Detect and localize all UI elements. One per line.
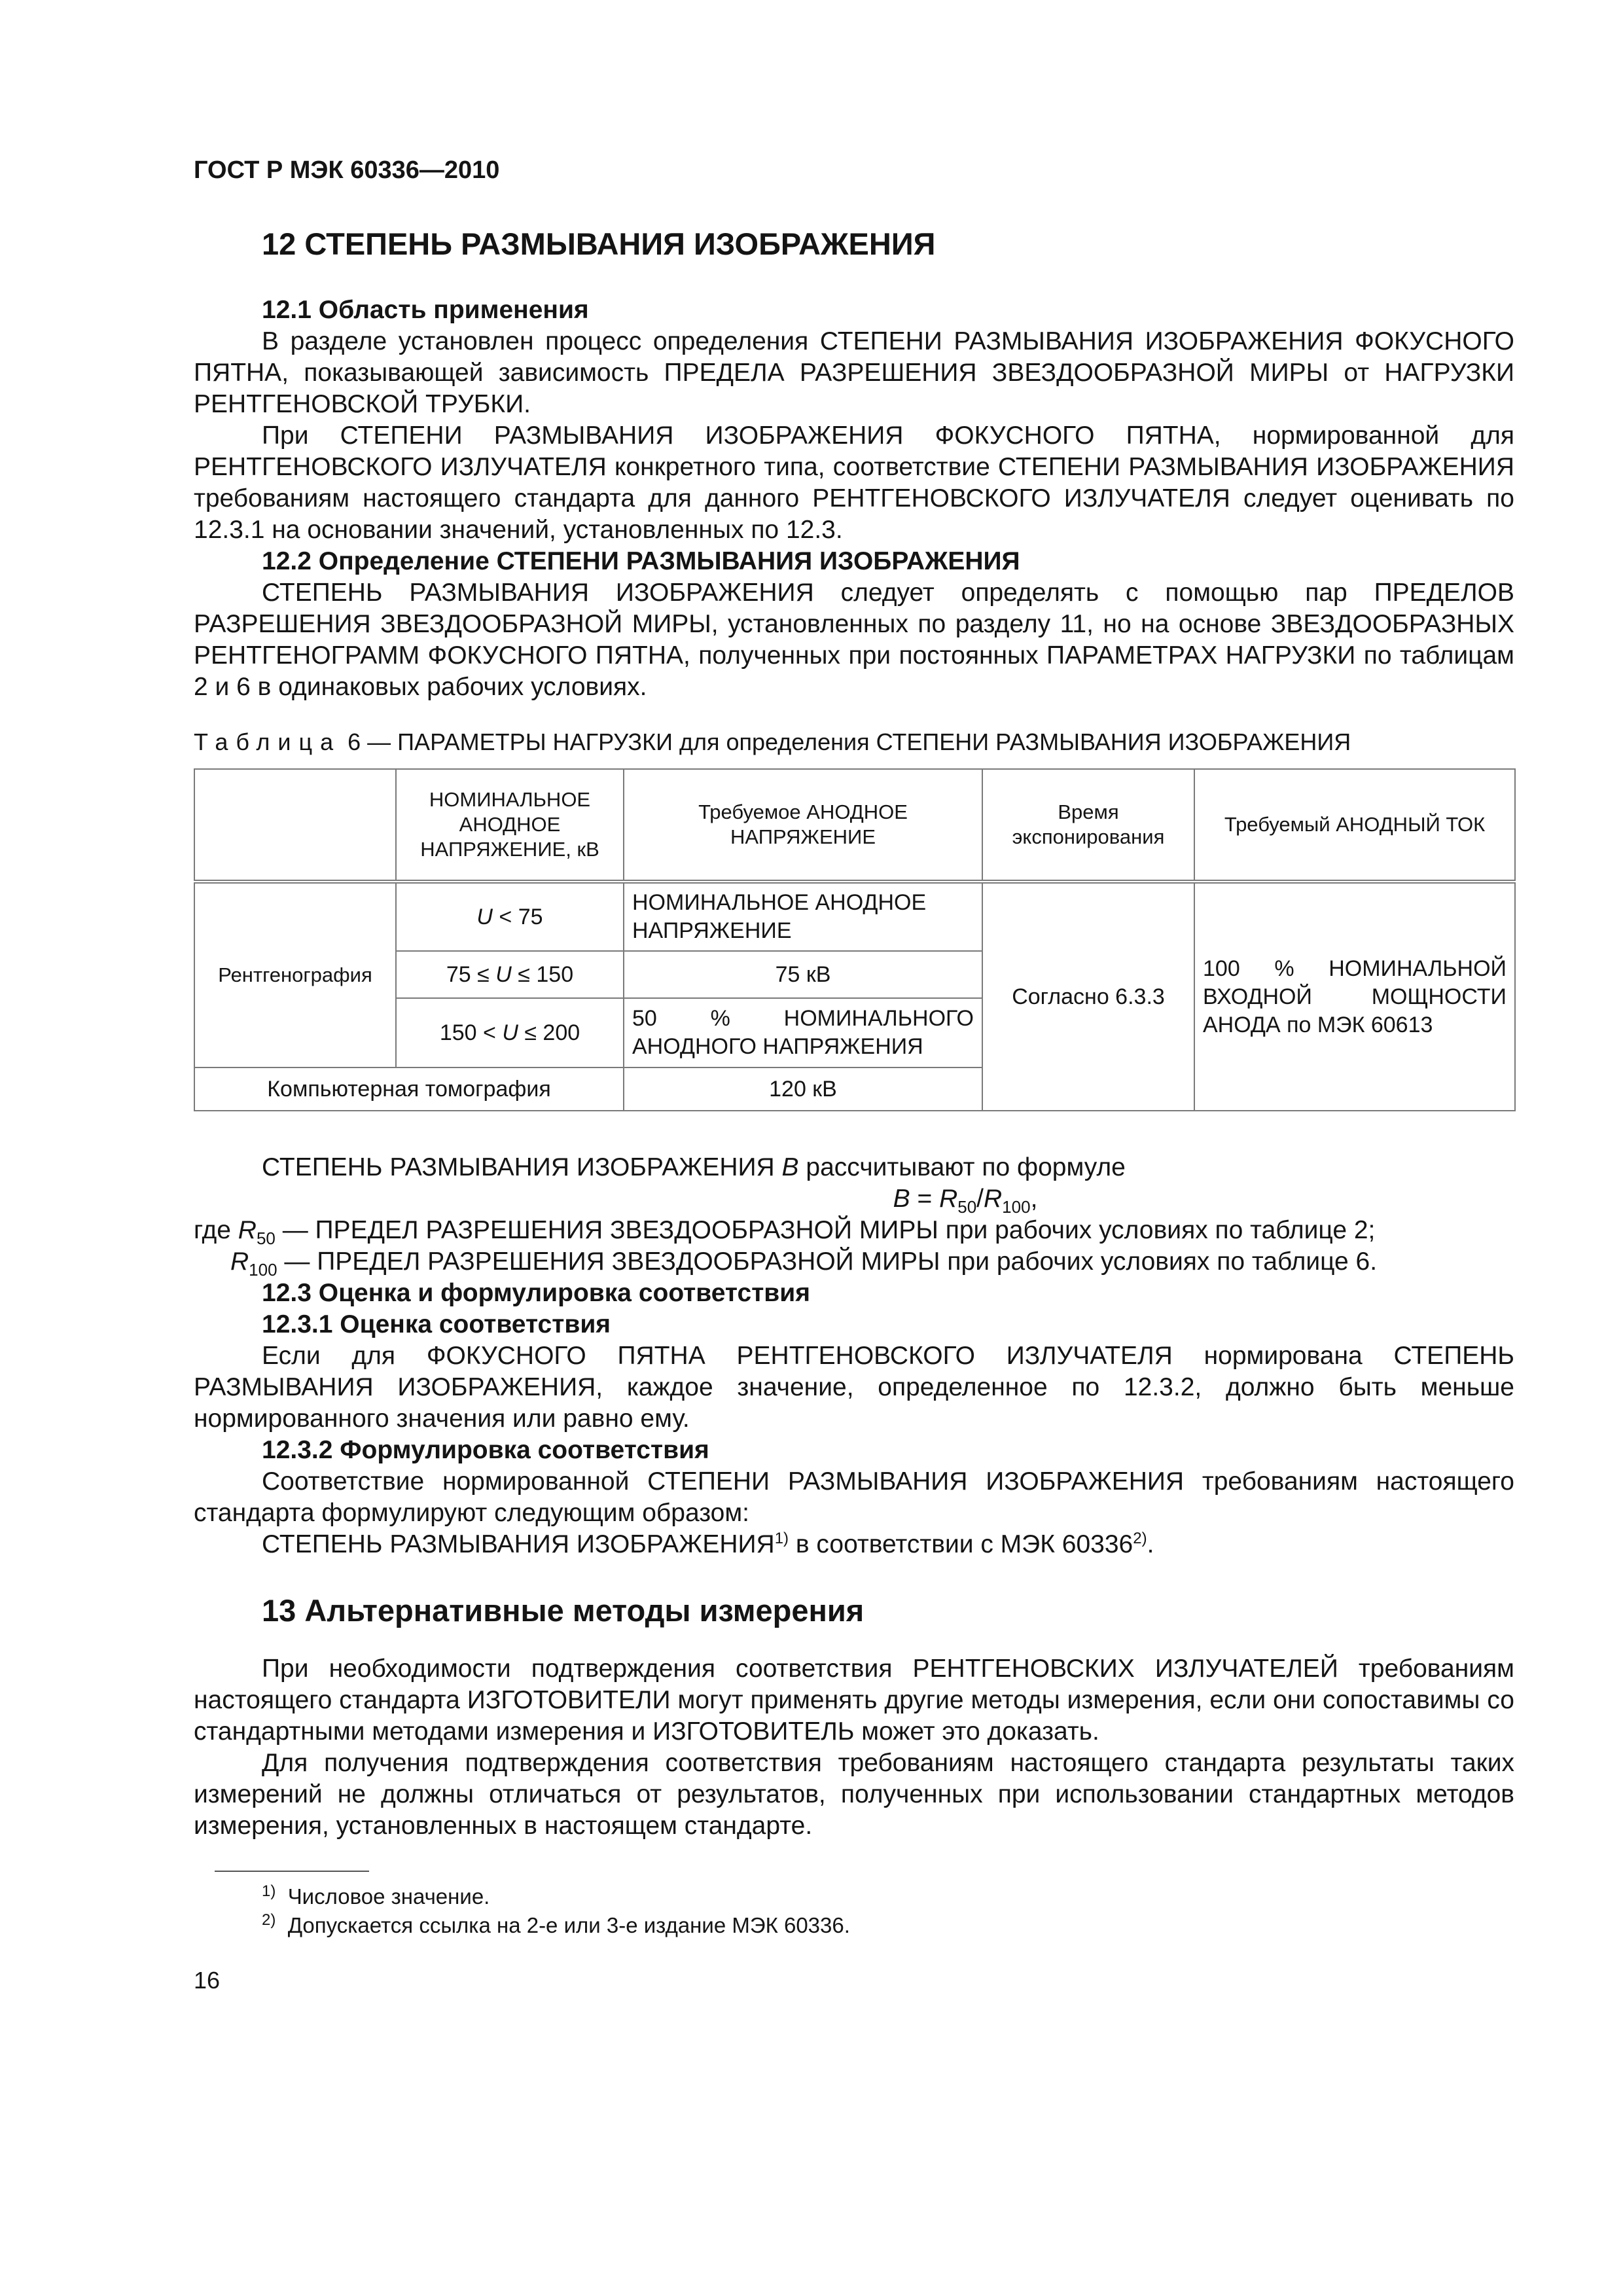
- footnote-1: [194, 1882, 1514, 1911]
- table-header-required-current: Требуемый АНОДНЫЙ ТОК: [1194, 769, 1515, 882]
- footnote-text: Числовое значение.: [287, 1884, 490, 1909]
- table-header-cell-empty: [194, 769, 396, 882]
- variable-r: R: [984, 1185, 1003, 1213]
- subscript-50: 50: [957, 1196, 977, 1217]
- section-12-3-title: 12.3 Оценка и формулировка соответствия: [262, 1279, 811, 1307]
- section-13-paragraph-2: Для получения подтверждения соответствия требованиям настоящего стандарта результаты таких измерений не должны отличаться от результатов, полученных при использовании стандартных методов измерения, установленных в настоящем стандарте.: [194, 1749, 1514, 1840]
- table-cell-exposure: Согласно 6.3.3: [982, 882, 1194, 1111]
- variable-r: R: [238, 1216, 257, 1244]
- formula-intro-text: СТЕПЕНЬ РАЗМЫВАНИЯ ИЗОБРАЖЕНИЯ: [262, 1153, 782, 1181]
- definition-text: — ПРЕДЕЛ РАЗРЕШЕНИЯ ЗВЕЗДООБРАЗНОЙ МИРЫ при рабочих условиях по таблице 6.: [277, 1247, 1378, 1276]
- statement-text: .: [1147, 1530, 1154, 1558]
- table-caption-text: 6 — ПАРАМЕТРЫ НАГРУЗКИ для определения СТЕПЕНИ РАЗМЫВАНИЯ ИЗОБРАЖЕНИЯ: [341, 728, 1351, 755]
- table-cell-ct: Компьютерная томография: [194, 1067, 624, 1111]
- comma: ,: [1030, 1185, 1038, 1213]
- footnote-2: [194, 1911, 1514, 1940]
- formula-intro: [194, 1152, 1514, 1183]
- table-cell-voltage-range: [396, 998, 624, 1067]
- variable-u: U: [495, 961, 512, 987]
- section-12-title: 12 СТЕПЕНЬ РАЗМЫВАНИЯ ИЗОБРАЖЕНИЯ: [262, 226, 936, 261]
- compliance-statement: [194, 1529, 1514, 1560]
- table-cell-radiography: Рентгенография: [194, 882, 396, 1067]
- section-12-2-title: 12.2 Определение СТЕПЕНИ РАЗМЫВАНИЯ ИЗОБРАЖЕНИЯ: [262, 547, 1020, 575]
- table-header-row: [194, 769, 1515, 882]
- definition-r100: [194, 1246, 1514, 1278]
- statement-text: СТЕПЕНЬ РАЗМЫВАНИЯ ИЗОБРАЖЕНИЯ: [262, 1530, 775, 1558]
- table-cell-voltage-range: [396, 882, 624, 951]
- section-13-paragraph-1: При необходимости подтверждения соответствия РЕНТГЕНОВСКИХ ИЗЛУЧАТЕЛЕЙ требованиям настоящего стандарта ИЗГОТОВИТЕЛИ могут применять другие методы измерения, если они сопоставимы со стандартными методами измерения и ИЗГОТОВИТЕЛЬ может это доказать.: [194, 1655, 1514, 1746]
- subscript-100: 100: [1002, 1196, 1031, 1217]
- table-cell-required-voltage: 50 % НОМИНАЛЬНОГО АНОДНОГО НАПРЯЖЕНИЯ: [624, 998, 982, 1067]
- equals-sign: =: [910, 1185, 940, 1213]
- footnote-ref-2: 2): [1133, 1530, 1147, 1547]
- range-text: 150 <: [439, 1020, 503, 1045]
- footnote-text: Допускается ссылка на 2-е или 3-е издание МЭК 60336.: [287, 1913, 850, 1937]
- table-6-caption: [194, 726, 1514, 758]
- table-cell-ct-voltage: 120 кВ: [624, 1067, 982, 1111]
- definition-text: — ПРЕДЕЛ РАЗРЕШЕНИЯ ЗВЕЗДООБРАЗНОЙ МИРЫ при рабочих условиях по таблице 2;: [275, 1216, 1376, 1244]
- variable-b: B: [781, 1153, 799, 1181]
- slash: /: [976, 1185, 984, 1213]
- section-12-1-paragraph-2: При СТЕПЕНИ РАЗМЫВАНИЯ ИЗОБРАЖЕНИЯ ФОКУСНОГО ПЯТНА, нормированной для РЕНТГЕНОВСКОГО ИЗЛУЧАТЕЛЯ конкретного типа, соответствие СТЕПЕНИ РАЗМЫВАНИЯ ИЗОБРАЖЕНИЯ требованиям настоящего стандарта для данного РЕНТГЕНОВСКОГО ИЗЛУЧАТЕЛЯ следует оценивать по 12.3.1 на основании значений, установленных по 12.3.: [194, 422, 1514, 544]
- table-cell-voltage-range: [396, 951, 624, 998]
- variable-r: R: [939, 1185, 958, 1213]
- formula: [194, 1183, 1514, 1215]
- section-12-3-2-paragraph: Соответствие нормированной СТЕПЕНИ РАЗМЫВАНИЯ ИЗОБРАЖЕНИЯ требованиям настоящего стандарта формулируют следующим образом:: [194, 1467, 1514, 1527]
- page-number: 16: [194, 1967, 221, 1994]
- footnote-ref-1: 1): [774, 1530, 789, 1547]
- section-12-3-2-title: 12.3.2 Формулировка соответствия: [262, 1436, 709, 1464]
- table-caption-label: Таблица: [194, 728, 342, 755]
- table-cell-required-voltage: НОМИНАЛЬНОЕ АНОДНОЕ НАПРЯЖЕНИЕ: [624, 882, 982, 951]
- subscript-100: 100: [249, 1259, 277, 1280]
- range-text: < 75: [492, 904, 543, 929]
- statement-text: в соответствии с МЭК 60336: [789, 1530, 1133, 1558]
- table-6: [194, 768, 1516, 1111]
- section-12-3-1-paragraph: Если для ФОКУСНОГО ПЯТНА РЕНТГЕНОВСКОГО ИЗЛУЧАТЕЛЯ нормирована СТЕПЕНЬ РАЗМЫВАНИЯ ИЗОБРАЖЕНИЯ, каждое значение, определенное по 12.3.2, должно быть меньше нормированного значения или равно ему.: [194, 1342, 1514, 1433]
- where-word: где: [194, 1216, 238, 1244]
- range-text: 75 ≤: [446, 961, 496, 987]
- footnote-mark: 1): [262, 1882, 276, 1900]
- variable-r: R: [230, 1247, 249, 1276]
- section-12-1-title: 12.1 Область применения: [262, 296, 589, 324]
- table-cell-current: 100 % НОМИНАЛЬНОЙ ВХОДНОЙ МОЩНОСТИ АНОДА по МЭК 60613: [1194, 882, 1515, 1111]
- section-12-2-paragraph: СТЕПЕНЬ РАЗМЫВАНИЯ ИЗОБРАЖЕНИЯ следует определять с помощью пар ПРЕДЕЛОВ РАЗРЕШЕНИЯ ЗВЕЗДООБРАЗНОЙ МИРЫ, установленных по разделу 11, но на основе ЗВЕЗДООБРАЗНЫХ РЕНТГЕНОГРАММ ФОКУСНОГО ПЯТНА, полученных при постоянных ПАРАМЕТРАХ НАГРУЗКИ по таблицам 2 и 6 в одинаковых рабочих условиях.: [194, 579, 1514, 701]
- definition-r50: [194, 1215, 1514, 1246]
- variable-u: U: [502, 1020, 518, 1045]
- variable-u: U: [476, 904, 493, 929]
- table-header-nominal-voltage: НОМИНАЛЬНОЕ АНОДНОЕ НАПРЯЖЕНИЕ, кВ: [396, 769, 624, 882]
- subscript-50: 50: [256, 1228, 276, 1248]
- formula-intro-text: рассчитывают по формуле: [798, 1153, 1126, 1181]
- table-row: [194, 882, 1515, 951]
- document-header: ГОСТ Р МЭК 60336—2010: [194, 156, 500, 184]
- table-header-exposure-time: Время экспонирования: [982, 769, 1194, 882]
- table-header-required-voltage: Требуемое АНОДНОЕ НАПРЯЖЕНИЕ: [624, 769, 982, 882]
- footnote-mark: 2): [262, 1911, 276, 1929]
- section-12-3-1-title: 12.3.1 Оценка соответствия: [262, 1310, 611, 1338]
- range-text: ≤ 200: [518, 1020, 580, 1045]
- section-12-1-paragraph-1: В разделе установлен процесс определения СТЕПЕНИ РАЗМЫВАНИЯ ИЗОБРАЖЕНИЯ ФОКУСНОГО ПЯТНА, показывающей зависимость ПРЕДЕЛА РАЗРЕШЕНИЯ ЗВЕЗДООБРАЗНОЙ МИРЫ от НАГРУЗКИ РЕНТГЕНОВСКОЙ ТРУБКИ.: [194, 327, 1514, 418]
- range-text: ≤ 150: [511, 961, 574, 987]
- section-13-title: 13 Альтернативные методы измерения: [262, 1593, 865, 1628]
- page-content: [194, 154, 1514, 1995]
- table-cell-required-voltage: 75 кВ: [624, 951, 982, 998]
- variable-b: B: [893, 1185, 910, 1213]
